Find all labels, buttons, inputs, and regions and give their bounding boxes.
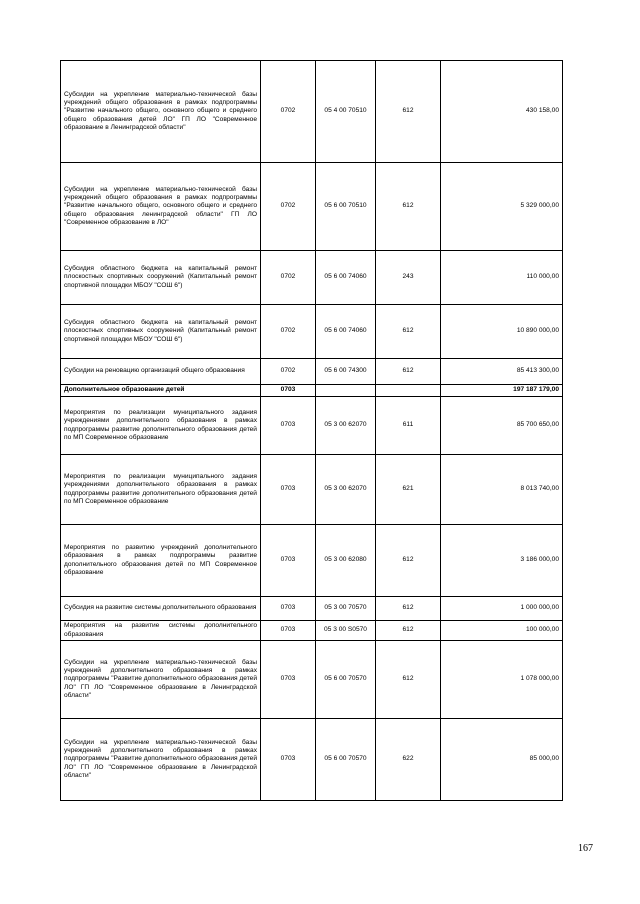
target-article-cell [316, 385, 376, 397]
page-number: 167 [578, 843, 593, 854]
section-code-cell: 0702 [261, 251, 316, 305]
target-article-cell: 05 6 00 74300 [316, 359, 376, 385]
table-row [61, 163, 563, 251]
amount-cell: 3 186 000,00 [441, 525, 563, 597]
amount-cell: 197 187 179,00 [441, 385, 563, 397]
amount-cell: 85 413 300,00 [441, 359, 563, 385]
expense-type-cell: 243 [376, 251, 441, 305]
target-article-cell: 05 6 00 74060 [316, 305, 376, 359]
section-code-cell: 0703 [261, 525, 316, 597]
section-code-cell: 0702 [261, 305, 316, 359]
table-row [61, 359, 563, 385]
amount-cell: 1 078 000,00 [441, 641, 563, 719]
amount-cell: 85 000,00 [441, 719, 563, 801]
section-code-cell: 0703 [261, 385, 316, 397]
target-article-cell: 05 3 00 62070 [316, 455, 376, 525]
row-name-cell: Субсидия областного бюджета на капитальный ремонт плоскостных спортивных сооружений (Капитальный ремонт спортивной площадки МБОУ "СОШ 6") [61, 251, 261, 305]
row-name-cell: Мероприятия на развитие системы дополнительного образования [61, 621, 261, 641]
expense-type-cell: 612 [376, 597, 441, 621]
section-code-cell: 0703 [261, 397, 316, 455]
table-row [61, 719, 563, 801]
table-row [61, 597, 563, 621]
amount-cell: 10 890 000,00 [441, 305, 563, 359]
amount-cell: 85 700 650,00 [441, 397, 563, 455]
target-article-cell: 05 3 00 70570 [316, 597, 376, 621]
row-name-cell: Дополнительное образование детей [61, 385, 261, 397]
target-article-cell: 05 4 00 70510 [316, 61, 376, 163]
row-name-cell: Субсидии на укрепление материально-технической базы учреждений дополнительного образования в рамках подпрограммы "Развитие дополнительного образования детей ЛО" ГП ЛО "Современное образование в Ленинградской области" [61, 641, 261, 719]
target-article-cell: 05 6 00 70510 [316, 163, 376, 251]
target-article-cell: 05 3 00 62070 [316, 397, 376, 455]
expense-type-cell: 612 [376, 61, 441, 163]
target-article-cell: 05 6 00 74060 [316, 251, 376, 305]
row-name-cell: Субсидии на укрепление материально-технической базы учреждений общего образования в рамках подпрограммы "Развитие начального общего, основного общего и среднего общего образования ленинградской области" ГП ЛО "Современное образование в ЛО" [61, 163, 261, 251]
table-row [61, 385, 563, 397]
section-code-cell: 0702 [261, 61, 316, 163]
target-article-cell: 05 6 00 70570 [316, 641, 376, 719]
row-name-cell: Мероприятия по развитию учреждений дополнительного образования в рамках подпрограммы развитие дополнительного образования детей по МП Современное образование [61, 525, 261, 597]
expense-type-cell: 611 [376, 397, 441, 455]
expense-type-cell: 612 [376, 621, 441, 641]
section-code-cell: 0702 [261, 163, 316, 251]
table-row [61, 397, 563, 455]
amount-cell: 430 158,00 [441, 61, 563, 163]
section-code-cell: 0702 [261, 359, 316, 385]
row-name-cell: Мероприятия по реализации муниципального задания учреждениями дополнительного образования в рамках подпрограммы развитие дополнительного образования детей по МП Современное образование [61, 397, 261, 455]
table-row [61, 305, 563, 359]
table-row [61, 621, 563, 641]
expense-type-cell: 612 [376, 525, 441, 597]
row-name-cell: Субсидии на укрепление материально-технической базы учреждений дополнительного образования в рамках подпрограммы "Развитие дополнительного образования детей ЛО" ГП ЛО "Современное образование в Ленинградской области" [61, 719, 261, 801]
table-row [61, 641, 563, 719]
expense-type-cell: 612 [376, 359, 441, 385]
row-name-cell: Субсидия областного бюджета на капитальный ремонт плоскостных спортивных сооружений (Капитальный ремонт спортивной площадки МБОУ "СОШ 6") [61, 305, 261, 359]
table-row [61, 61, 563, 163]
section-code-cell: 0703 [261, 641, 316, 719]
table-row [61, 251, 563, 305]
row-name-cell: Субсидия на развитие системы дополнительного образования [61, 597, 261, 621]
expense-type-cell [376, 385, 441, 397]
amount-cell: 8 013 740,00 [441, 455, 563, 525]
amount-cell: 110 000,00 [441, 251, 563, 305]
target-article-cell: 05 6 00 70570 [316, 719, 376, 801]
row-name-cell: Мероприятия по реализации муниципального задания учреждениями дополнительного образования в рамках подпрограммы развитие дополнительного образования детей по МП Современное образование [61, 455, 261, 525]
budget-table [60, 60, 563, 801]
table-row [61, 525, 563, 597]
expense-type-cell: 612 [376, 163, 441, 251]
section-code-cell: 0703 [261, 597, 316, 621]
expense-type-cell: 612 [376, 305, 441, 359]
expense-type-cell: 621 [376, 455, 441, 525]
expense-type-cell: 622 [376, 719, 441, 801]
target-article-cell: 05 3 00 62080 [316, 525, 376, 597]
budget-table-body [61, 61, 563, 801]
table-row [61, 455, 563, 525]
expense-type-cell: 612 [376, 641, 441, 719]
row-name-cell: Субсидии на реновацию организаций общего образования [61, 359, 261, 385]
target-article-cell: 05 3 00 S0570 [316, 621, 376, 641]
amount-cell: 1 000 000,00 [441, 597, 563, 621]
amount-cell: 100 000,00 [441, 621, 563, 641]
amount-cell: 5 329 000,00 [441, 163, 563, 251]
section-code-cell: 0703 [261, 455, 316, 525]
row-name-cell: Субсидии на укрепление материально-технической базы учреждений общего образования в рамках подпрограммы "Развитие начального общего, основного общего и среднего общего образования детей ЛО" ГП ЛО "Современное образование в Ленинградской области" [61, 61, 261, 163]
section-code-cell: 0703 [261, 621, 316, 641]
section-code-cell: 0703 [261, 719, 316, 801]
